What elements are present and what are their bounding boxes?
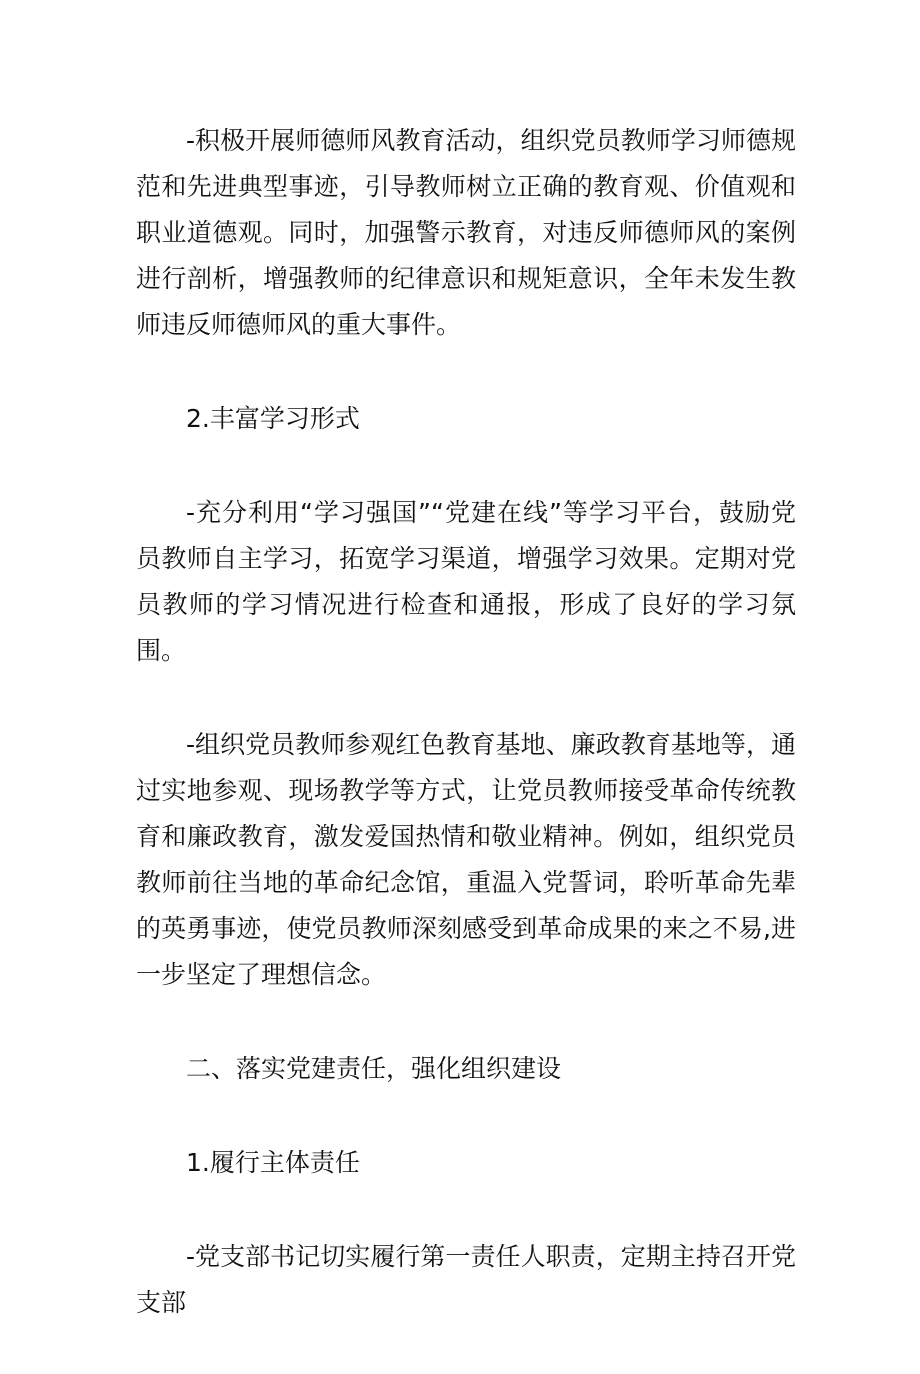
paragraph-red-education-visits: -组织党员教师参观红色教育基地、廉政教育基地等，通过实地参观、现场教学等方式，让党员教师接受革命传统教育和廉政教育，激发爱国热情和敬业精神。例如，组织党员教师前往当地的革命纪念馆，重温入党誓词，聆听革命先辈的英勇事迹，使党员教师深刻感受到革命成果的来之不易,进一步坚定了理想信念。	[136, 730, 796, 989]
paragraph-branch-secretary: -党支部书记切实履行第一责任人职责，定期主持召开党支部	[136, 1242, 796, 1317]
subheading-enrich-learning: 2.丰富学习形式	[186, 404, 360, 433]
subheading-main-responsibility: 1.履行主体责任	[186, 1148, 360, 1177]
paragraph-ethics-education: -积极开展师德师风教育活动，组织党员教师学习师德规范和先进典型事迹，引导教师树立正确的教育观、价值观和职业道德观。同时，加强警示教育，对违反师德师风的案例进行剖析，增强教师的纪律意识和规矩意识，全年未发生教师违反师德师风的重大事件。	[136, 126, 796, 339]
section-heading-party-responsibility: 二、落实党建责任，强化组织建设	[186, 1054, 562, 1083]
paragraph-learning-platforms: -充分利用“学习强国”“党建在线”等学习平台，鼓励党员教师自主学习，拓宽学习渠道，增强学习效果。定期对党员教师的学习情况进行检查和通报，形成了良好的学习氛围。	[136, 498, 796, 665]
document-body	[136, 118, 796, 1374]
